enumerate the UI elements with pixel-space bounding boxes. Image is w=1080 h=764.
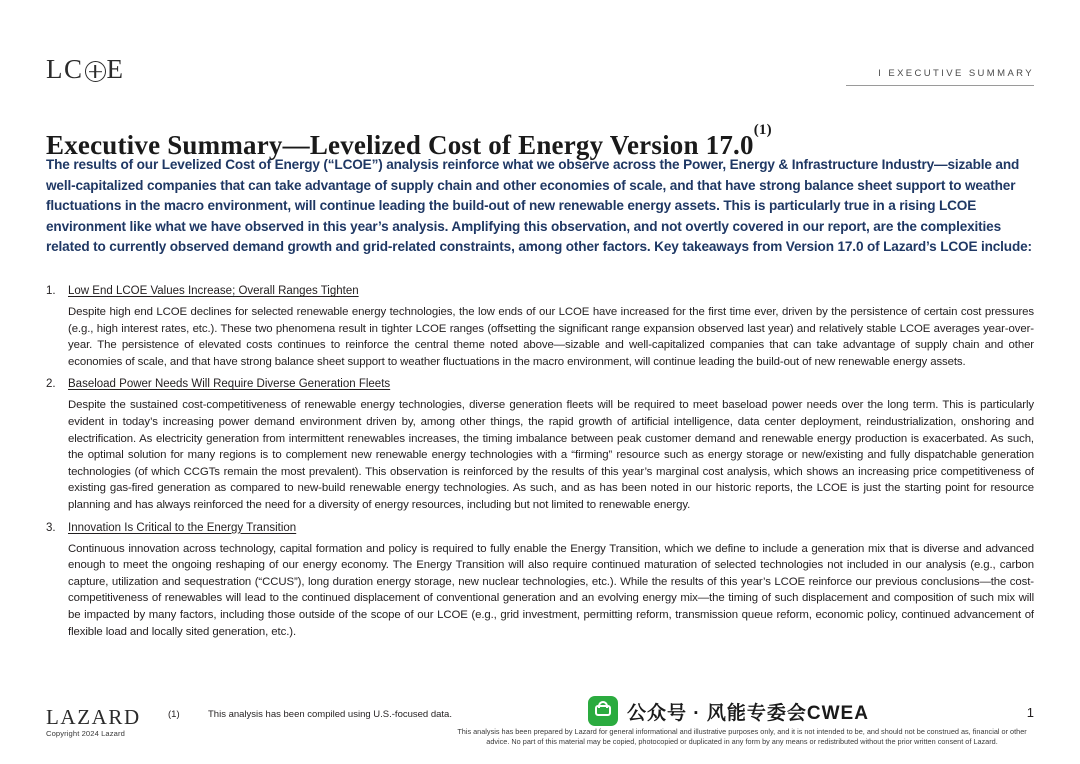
logo-text-right: E [106, 54, 125, 84]
list-item-body: Continuous innovation across technology, capital formation and policy is required to fully enable the Energy Transition, which we define to include a generation mix that is diverse and advanced enough to meet the ongoing reshaping of our energy economy. The Energy Transition will also require continued maturation of selected technologies not included in our analysis (e.g., carbon capture, utilization and sequestration (“CCUS”), long duration energy storage, new nuclear technologies, etc.). While the results of this year’s LCOE reinforce our previous conclusions—the cost-competitiveness of renewables will lead to the continued displacement of conventional generation and an evolving energy mix—the timing of such displacement and composition of such mix will be impacted by many factors, including those outside of the scope of our LCOE (e.g., grid investment, permitting reform, transmission queue reform, economic policy, continued advancement of flexible load and locally sited generation, etc.). [68, 542, 1034, 638]
list-item [46, 285, 1034, 370]
page-title-text: Executive Summary—Levelized Cost of Energy Version 17.0 [46, 130, 754, 161]
wechat-badge-icon [588, 696, 618, 726]
list-item [46, 378, 1034, 513]
lazard-lcoe-logo [46, 54, 125, 85]
logo-text-left: LC [46, 54, 84, 84]
takeaways-list [46, 285, 1034, 648]
list-item-heading: Baseload Power Needs Will Require Diverse Generation Fleets [68, 378, 391, 391]
lazard-wordmark: LAZARD [46, 705, 141, 729]
section-label: I EXECUTIVE SUMMARY [878, 68, 1034, 79]
list-item [46, 522, 1034, 641]
footnote-text: This analysis has been compiled using U.S.-focused data. [208, 709, 452, 720]
list-item-heading: Innovation Is Critical to the Energy Transition [68, 521, 297, 534]
lead-paragraph: The results of our Levelized Cost of Energy (“LCOE”) analysis reinforce what we observe across the Power, Energy & Infrastructure Industry—sizable and well-capitalized companies that can take advantage of supply chain and other economies of scale, and that have strong balance sheet support to weather fluctuations in the macro environment, will continue leading the build-out of new renewable energy assets. This is particularly true in a rising LCOE environment like what we have observed in this year’s analysis. Amplifying this observation, and not overtly covered in our report, are the complexities related to currently observed demand growth and grid-related constraints, among other factors. Key takeaways from Version 17.0 of Lazard’s LCOE include: [46, 157, 1032, 254]
page-title-superscript: (1) [753, 121, 772, 138]
footnote-number: (1) [168, 709, 180, 720]
watermark-text: 公众号 · 风能专委会CWEA [627, 702, 869, 724]
header-divider [846, 85, 1034, 86]
page-header [46, 54, 1034, 94]
copyright-text: Copyright 2024 Lazard [46, 729, 125, 738]
page-number: 1 [1026, 705, 1034, 720]
list-item-body: Despite high end LCOE declines for selected renewable energy technologies, the low ends of our LCOE have increased for the first time ever, driven by the persistence of certain cost pressures (e.g., high interest rates, etc.). These two phenomena result in tighter LCOE ranges (offsetting the significant range expansion observed last year) and relatively stable LCOE averages year-over-year. The persistence of elevated costs continues to reinforce the central theme noted above—sizable and well-capitalized companies that can take advantage of supply chain and other economies of scale, and that have strong balance sheet support to weather fluctuations in the macro environment, will continue leading the build-out of new renewable energy assets. [68, 306, 1034, 368]
disclaimer-text: This analysis has been prepared by Lazard for general informational and illustrative purposes only, and it is not intended to be, and should not be construed as, financial or other advice. No part of this material may be copied, photocopied or duplicated in any form by any means or redistributed without the prior written consent of Lazard. [457, 727, 1027, 746]
list-item-heading: Low End LCOE Values Increase; Overall Ranges Tighten [68, 285, 359, 297]
globe-icon [85, 61, 106, 82]
list-item-number: 2. [46, 378, 56, 391]
list-item-body: Despite the sustained cost-competitiveness of renewable energy technologies, diverse generation fleets will be required to meet baseload power needs over the long term. This is particularly evident in today’s increasing power demand environment driven by, among other things, the rapid growth of artificial intelligence, data center deployment, reindustrialization, onshoring and electrification. As electricity generation from intermittent renewables increases, the timing imbalance between peak customer demand and renewable energy production is exacerbated. As such, the optimal solution for many regions is to complement new renewable energy technologies with a “firming” resource such as energy storage or new/existing and fully dispatchable generation technologies (of which CCGTs remain the most prevalent). This observation is reinforced by the results of this year’s marginal cost analysis, which shows an increasing price competitiveness of existing gas-fired generation as compared to new-build renewable energy technologies. As such, and as has been noted in our historic reports, the LCOE is just the starting point for resource planning and has always reinforced the need for a diversity of energy resources, including but not limited to renewable energy. [68, 399, 1034, 511]
list-item-number: 1. [46, 285, 56, 297]
list-item-number: 3. [46, 521, 56, 534]
watermark [588, 696, 869, 726]
